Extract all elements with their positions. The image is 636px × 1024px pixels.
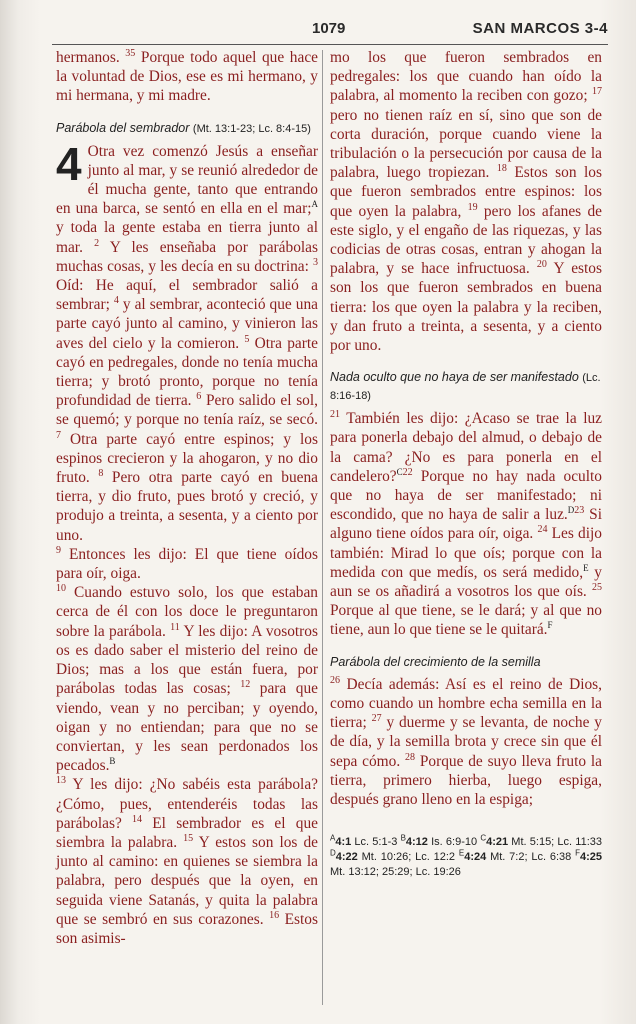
- verse-paragraph: [56, 545, 318, 583]
- verse-paragraph: [330, 48, 602, 355]
- verse-paragraph: [56, 583, 318, 775]
- note-text: Is. 6:9-10: [427, 836, 481, 849]
- verse-text: Pero salido el sol, se quemó; y porque no tenía raíz, se secó.: [56, 392, 319, 429]
- verse-text: Entonces les dijo: El que tiene oídos para oír, oiga.: [56, 545, 318, 583]
- footnote-marker[interactable]: E: [583, 562, 589, 573]
- left-column: [56, 48, 318, 948]
- verse-paragraph: [56, 775, 318, 948]
- verse-text: El sembrador es el que siembra la palabra.: [56, 814, 318, 851]
- verse-number: 18: [496, 163, 507, 175]
- verse-number: 20: [536, 259, 547, 271]
- verse-number: 13: [56, 775, 66, 787]
- footnote-marker[interactable]: C: [396, 466, 403, 477]
- footnote-marker[interactable]: A: [311, 199, 318, 210]
- verse-number: 35: [125, 47, 136, 59]
- section-heading: [330, 369, 602, 405]
- verse-text: Les dijo también: Mirad lo que oís; porque con la medida con que medís, os será medido,: [330, 525, 602, 581]
- verse-text: Porque todo aquel que hace la voluntad de Dios, ese es mi hermano, y mi hermana, y mi madre.: [56, 49, 319, 105]
- note-ref: 4:22: [335, 851, 358, 864]
- section-heading-ref: (Mt. 13:1-23; Lc. 8:4-15): [192, 122, 311, 135]
- note-text: Mt. 10:26; Lc. 12:2: [357, 851, 456, 864]
- verse-number: 27: [371, 712, 382, 724]
- verse-number: 25: [592, 581, 602, 593]
- section-heading-title: Nada oculto que no haya de ser manifestado: [330, 370, 579, 385]
- verse-text: y toda la gente estaba en tierra junto al mar.: [56, 219, 318, 256]
- verse-number: 9: [56, 544, 61, 556]
- verse-number: 11: [170, 621, 180, 633]
- verse-number: 7: [56, 429, 61, 441]
- verse-number: 3: [313, 256, 318, 268]
- verse-text: Y estos son los de junto al camino: en quienes se siembra la palabra, pero después que la oyen, en seguida viene Satanás, y quita la palabra que se sembró en sus corazones.: [56, 833, 318, 928]
- verse-text: Si alguno tiene oídos para oír, oiga.: [330, 506, 603, 543]
- verse-number: 16: [269, 909, 280, 921]
- verse-number: 5: [244, 333, 250, 345]
- cross-reference-notes: [330, 835, 602, 880]
- page-number: 1079: [312, 20, 346, 37]
- verse-text: hermanos.: [56, 49, 126, 66]
- verse-text: Otra vez comenzó Jesús a enseñar junto al mar, y se reunió alrededor de él mucha gente, tanto que entrando en una barca, se sentó en ella en el mar;: [56, 142, 318, 218]
- note-marker: F: [575, 848, 580, 858]
- verse-number: 12: [240, 679, 251, 691]
- note-ref: 4:12: [405, 836, 428, 849]
- footnote-marker[interactable]: B: [109, 755, 116, 766]
- footnote-marker[interactable]: F: [547, 620, 553, 631]
- page-header: [40, 18, 608, 42]
- footnote-marker[interactable]: D: [567, 505, 575, 516]
- verse-number: 8: [98, 467, 104, 479]
- verse-text: Cuando estuvo solo, los que estaban cerca de él con los doce le preguntaron sobre la parábola.: [56, 584, 318, 640]
- section-heading: [56, 120, 318, 138]
- section-heading-title: Parábola del sembrador: [56, 120, 190, 135]
- verse-number: 14: [132, 813, 143, 825]
- verse-text: Pero otra parte cayó en buena tierra, y dio fruto, pues brotó y creció, y produjo a treinta, a sesenta, y a ciento por uno.: [56, 469, 318, 544]
- verse-number: 28: [405, 751, 416, 763]
- verse-text: Otra parte cayó entre espinos; y los espinos crecieron y la ahogaron, y no dio fruto.: [56, 430, 318, 487]
- section-heading: [330, 654, 602, 671]
- note-marker: B: [400, 833, 406, 843]
- verse-text: Porque al que tiene, se le dará; y al que no tiene, aun lo que tiene se le quitará.: [330, 602, 602, 639]
- note-marker: D: [330, 848, 336, 858]
- verse-text: Y les dijo: A vosotros os es dado saber el misterio del reino de Dios; mas a los que están fuera, por parábolas todas las cosas;: [56, 622, 318, 698]
- verse-paragraph: [330, 675, 602, 809]
- verse-text: También les dijo: ¿Acaso se trae la luz para ponerla debajo del almud, o debajo de la cama? ¿No es para ponerla en el candelero?: [330, 410, 602, 485]
- verse-text: y aun se os añadirá a vosotros los que oís.: [330, 563, 602, 601]
- note-text: Mt. 7:2; Lc. 6:38: [486, 851, 576, 864]
- verse-paragraph: [56, 48, 318, 106]
- header-rule: [52, 44, 608, 45]
- note-ref: 4:1: [335, 836, 352, 849]
- verse-text: Y les dijo: ¿No sabéis esta parábola? ¿Cómo, pues, entenderéis todas las parábolas?: [56, 776, 318, 832]
- verse-text: Estos son los que fueron sembrados entre espinos: los que oyen la palabra,: [330, 164, 602, 220]
- verse-text: mo los que fueron sembrados en pedregales: los que cuando han oído la palabra, al momento la reciben con gozo;: [330, 49, 602, 105]
- verse-text: Y estos son los que fueron sembrados en buena tierra: los que oyen la palabra y la reciben, y dan fruto a treinta, a sesenta, y a ciento por uno.: [330, 260, 602, 355]
- verse-number: 6: [196, 391, 202, 403]
- verse-number: 22: [402, 466, 413, 478]
- note-text: Mt. 13:12; 25:29; Lc. 19:26: [330, 866, 461, 879]
- verse-text: pero no tienen raíz en sí, sino que son de corta duración, porque cuando viene la tribulación o la persecución por causa de la palabra, luego tropiezan.: [330, 106, 602, 182]
- verse-number: 26: [330, 674, 340, 686]
- verse-number: 4: [113, 295, 119, 307]
- note-text: Mt. 5:15; Lc. 11:33: [508, 836, 602, 849]
- verse-text: Oíd: He aquí, el sembrador salió a sembrar;: [56, 277, 318, 314]
- verse-text: y duerme y se levanta, de noche y de día, y la semilla brota y crece sin que él sepa cómo.: [330, 714, 602, 770]
- note-text: Lc. 5:1-3: [351, 836, 401, 849]
- verse-text: pero los afanes de este siglo, y el engaño de las riquezas, y las codicias de otras cosas, entran y ahogan la palabra, y se hace infructuosa.: [330, 202, 602, 278]
- verse-text: Porque de suyo lleva fruto la tierra, primero hierba, luego espiga, después grano lleno en la espiga;: [330, 752, 602, 808]
- section-heading-title: Parábola del crecimiento de la semilla: [330, 654, 541, 669]
- note-ref: 4:25: [579, 851, 602, 864]
- verse-text: Estos son asimis-: [56, 910, 318, 947]
- note-marker: E: [458, 848, 465, 858]
- verse-text: Decía además: Así es el reino de Dios, como cuando un hombre echa semilla en la tierra;: [330, 675, 602, 732]
- verse-paragraph: [330, 409, 602, 639]
- note-ref: 4:21: [486, 836, 509, 849]
- note-marker: A: [330, 833, 336, 843]
- note-marker: C: [480, 833, 487, 843]
- verse-number: 21: [330, 409, 340, 421]
- chapter-paragraph: [56, 137, 319, 545]
- verse-text: y al sembrar, aconteció que una parte cayó junto al camino, y vinieron las aves del cielo y la comieron.: [56, 296, 318, 352]
- verse-number: 19: [467, 201, 478, 213]
- verse-text: para que viendo, vean y no perciban; y oyendo, oigan y no entiendan; para que no se conviertan, y les sean perdonados los pecados.: [56, 680, 318, 775]
- chapter-number: 4: [56, 137, 82, 190]
- column-divider: [322, 50, 323, 1005]
- verse-number: 15: [183, 832, 194, 844]
- note-ref: 4:24: [464, 851, 487, 864]
- verse-text: Porque no hay nada oculto que no haya de ser manifestado; ni escondido, que no haya de salir a luz.: [330, 467, 602, 524]
- verse-number: 23: [574, 505, 585, 517]
- verse-number: 17: [592, 86, 602, 98]
- verse-number: 2: [94, 237, 100, 249]
- verse-text: Otra parte cayó en pedregales, donde no tenía mucha tierra; y brotó pronto, porque no tenía profundidad de tierra.: [56, 334, 318, 410]
- section-heading-ref: (Lc. 8:16-18): [330, 372, 601, 403]
- running-title: SAN MARCOS 3-4: [472, 20, 608, 37]
- verse-number: 24: [537, 524, 548, 536]
- right-column: [330, 48, 602, 880]
- verse-text: Y les enseñaba por parábolas muchas cosas, y les decía en su doctrina:: [56, 238, 318, 275]
- verse-number: 10: [56, 583, 66, 595]
